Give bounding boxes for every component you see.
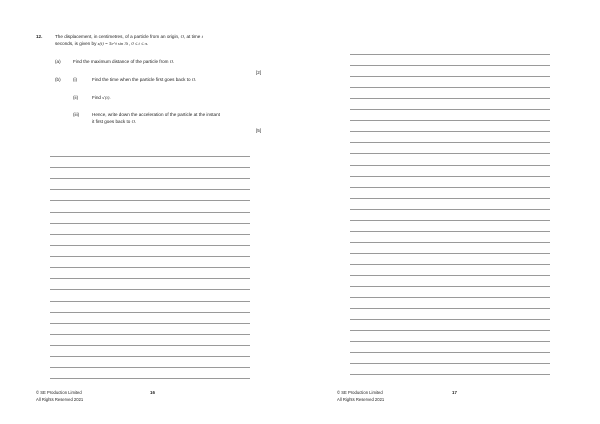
answer-line[interactable] <box>350 65 550 66</box>
part-b-ii-text: Find <box>92 95 101 100</box>
page-number: 17 <box>452 390 457 395</box>
answer-line[interactable] <box>50 156 250 157</box>
answer-line[interactable] <box>50 189 250 190</box>
answer-line[interactable] <box>50 289 250 290</box>
answer-line[interactable] <box>350 209 550 210</box>
answer-line[interactable] <box>350 153 550 154</box>
part-a-question: Find the maximum distance of the particle from O. <box>73 59 175 64</box>
part-b-i-label: (i) <box>73 77 78 82</box>
answer-line[interactable] <box>350 176 550 177</box>
part-b-i-question: Find the time when the particle first goes back to O. <box>92 77 197 82</box>
part-b-marks: [5] <box>256 128 262 133</box>
answer-line[interactable] <box>50 345 250 346</box>
part-b-iii-text: it first goes back to <box>92 119 131 124</box>
answer-line[interactable] <box>350 54 550 55</box>
stem-line-1-tail: , at time <box>183 34 201 39</box>
footer-rights: All Rights Reserved 2021 <box>337 397 385 402</box>
answer-line[interactable] <box>350 253 550 254</box>
part-b-iii-line-2: it first goes back to O. <box>92 119 137 124</box>
answer-line[interactable] <box>50 212 250 213</box>
answer-line[interactable] <box>50 356 250 357</box>
stem-formula: s(t) = 5e^t sin 3t , 0 ≤ t ≤ π <box>97 41 147 46</box>
answer-line[interactable] <box>50 167 250 168</box>
answer-line[interactable] <box>350 131 550 132</box>
part-a-label: (a) <box>55 59 61 64</box>
answer-line[interactable] <box>350 308 550 309</box>
stem-line-2-end: . <box>146 41 149 46</box>
answer-line[interactable] <box>350 374 550 375</box>
answer-line[interactable] <box>350 87 550 88</box>
part-b-iii-label: (iii) <box>73 112 80 117</box>
stem-line-1-origin: O <box>180 34 184 39</box>
answer-line[interactable] <box>50 267 250 268</box>
answer-line[interactable] <box>350 286 550 287</box>
part-b-i-text: Find the time when the particle first goes back to <box>92 77 191 82</box>
answer-line[interactable] <box>350 142 550 143</box>
part-b-i-origin: O <box>191 77 196 82</box>
exam-page-17 <box>300 0 600 424</box>
answer-line[interactable] <box>50 234 250 235</box>
part-b-iii-line-1: Hence, write down the acceleration of the particle at the instant <box>92 112 220 117</box>
page-number: 16 <box>150 390 155 395</box>
answer-line[interactable] <box>350 341 550 342</box>
part-b-ii-label: (ii) <box>73 95 79 100</box>
answer-line[interactable] <box>350 363 550 364</box>
answer-line[interactable] <box>50 367 250 368</box>
answer-line[interactable] <box>350 165 550 166</box>
answer-line[interactable] <box>50 312 250 313</box>
footer-copyright: © SE Production Limited <box>337 390 383 395</box>
answer-line[interactable] <box>350 109 550 110</box>
part-a-origin: O <box>169 59 174 64</box>
answer-line[interactable] <box>350 275 550 276</box>
part-a-marks: [2] <box>256 70 262 75</box>
answer-line[interactable] <box>50 278 250 279</box>
answer-line[interactable] <box>50 378 250 379</box>
part-b-iii-origin: O <box>131 119 135 124</box>
answer-line[interactable] <box>50 323 250 324</box>
stem-line-1-time: t <box>201 34 203 39</box>
answer-line[interactable] <box>350 98 550 99</box>
part-b-ii-derivative: s′(t) <box>102 95 110 100</box>
answer-line[interactable] <box>350 297 550 298</box>
answer-line[interactable] <box>350 231 550 232</box>
question-number: 12. <box>36 34 43 39</box>
answer-line[interactable] <box>350 330 550 331</box>
answer-line[interactable] <box>350 120 550 121</box>
part-b-ii-question: Find s′(t). <box>92 95 111 100</box>
answer-line[interactable] <box>350 352 550 353</box>
stem-line-1-text: The displacement, in centimetres, of a particle from an origin, <box>55 34 180 39</box>
answer-line[interactable] <box>350 187 550 188</box>
answer-lines-right[interactable] <box>300 0 600 424</box>
answer-line[interactable] <box>50 334 250 335</box>
answer-line[interactable] <box>350 198 550 199</box>
answer-line[interactable] <box>50 301 250 302</box>
answer-line[interactable] <box>50 245 250 246</box>
answer-line[interactable] <box>350 242 550 243</box>
answer-line[interactable] <box>50 178 250 179</box>
answer-line[interactable] <box>50 223 250 224</box>
answer-line[interactable] <box>350 220 550 221</box>
footer-rights: All Rights Reserved 2021 <box>36 397 84 402</box>
answer-line[interactable] <box>350 319 550 320</box>
answer-line[interactable] <box>50 200 250 201</box>
answer-line[interactable] <box>350 76 550 77</box>
answer-line[interactable] <box>350 264 550 265</box>
part-a-text: Find the maximum distance of the particle from <box>73 59 169 64</box>
stem-line-2-text: seconds, is given by <box>55 41 97 46</box>
answer-line[interactable] <box>50 256 250 257</box>
part-b-label: (b) <box>55 77 61 82</box>
footer-copyright: © SE Production Limited <box>36 390 82 395</box>
